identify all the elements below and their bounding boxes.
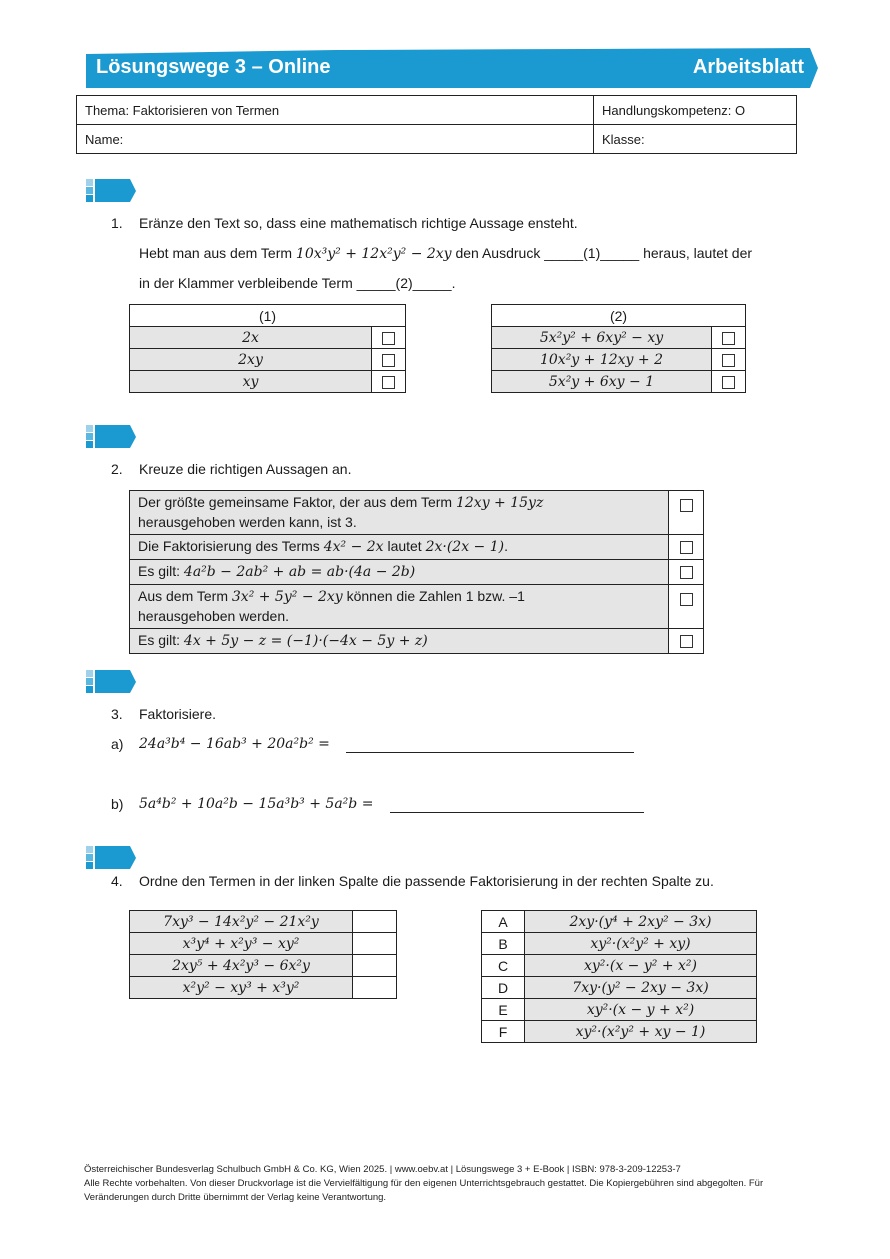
option-cell: 10x²y + 12xy + 2	[492, 349, 712, 371]
section-marker-icon	[86, 425, 138, 449]
answer-cell[interactable]	[353, 955, 397, 977]
letter-cell: F	[482, 1021, 525, 1043]
header-banner	[86, 48, 818, 88]
letter-cell: C	[482, 955, 525, 977]
factorization-cell: xy²·(x²y² + xy)	[525, 933, 757, 955]
competence-cell: Handlungskompetenz: O	[594, 96, 797, 125]
statement-text: Es gilt: 4a²b − 2ab² + ab = ab·(4a − 2b)	[130, 560, 669, 585]
answer-cell[interactable]	[353, 933, 397, 955]
task3-instruction: Faktorisiere.	[139, 706, 217, 722]
statement-text: Aus dem Term 3x² + 5y² − 2xy können die Zahlen 1 bzw. –1 herausgehoben werden.	[130, 585, 669, 629]
task3-a-term: 24a³b⁴ − 16ab³ + 20a²b² =	[139, 736, 330, 752]
checkbox[interactable]	[669, 629, 704, 654]
header-title: Lösungswege 3 – Online	[96, 56, 331, 78]
task1-table-1	[129, 304, 406, 393]
task3-b-answer-line[interactable]	[390, 798, 644, 813]
term-cell: x³y⁴ + x²y³ − xy²	[130, 933, 353, 955]
checkbox[interactable]	[669, 491, 704, 535]
task2-number: 2.	[111, 461, 123, 477]
letter-cell: D	[482, 977, 525, 999]
task4-factorizations-table	[481, 910, 757, 1043]
task4-terms-table	[129, 910, 397, 999]
task3-b-term: 5a⁴b² + 10a²b − 15a³b³ + 5a²b =	[139, 796, 374, 812]
factorization-cell: xy²·(x − y + x²)	[525, 999, 757, 1021]
task1-text-line3: in der Klammer verbleibende Term _____(2)_____.	[139, 275, 456, 291]
section-marker-icon	[86, 670, 138, 694]
class-field[interactable]: Klasse:	[594, 125, 797, 154]
answer-cell[interactable]	[353, 911, 397, 933]
option-cell: 5x²y + 6xy − 1	[492, 371, 712, 393]
task3-a-answer-line[interactable]	[346, 738, 634, 753]
statement-row	[130, 535, 704, 560]
statement-row	[130, 629, 704, 654]
term-cell: x²y² − xy³ + x³y²	[130, 977, 353, 999]
task2-statements-table	[129, 490, 704, 654]
option-cell: xy	[130, 371, 372, 393]
checkbox[interactable]	[669, 585, 704, 629]
footer-line1: Österreichischer Bundesverlag Schulbuch GmbH & Co. KG, Wien 2025. | www.oebv.at | Lösungswege 3 + E-Book | ISBN: 978-3-209-12253-7	[84, 1164, 681, 1175]
task1-table-2	[491, 304, 746, 393]
checkbox[interactable]	[372, 371, 406, 393]
task1-instruction: Eränze den Text so, dass eine mathematisch richtige Aussage ensteht.	[139, 215, 578, 231]
name-field[interactable]: Name:	[77, 125, 594, 154]
statement-text: Es gilt: 4x + 5y − z = (−1)·(−4x − 5y + z)	[130, 629, 669, 654]
checkbox[interactable]	[372, 349, 406, 371]
task1-text-b: den Ausdruck _____(1)_____ heraus, lautet der	[455, 245, 753, 261]
letter-cell: A	[482, 911, 525, 933]
checkbox[interactable]	[712, 349, 746, 371]
section-marker-icon	[86, 846, 138, 870]
task3-b-label: b)	[111, 796, 124, 812]
factorization-cell: 7xy·(y² − 2xy − 3x)	[525, 977, 757, 999]
option-cell: 5x²y² + 6xy² − xy	[492, 327, 712, 349]
topic-cell: Thema: Faktorisieren von Termen	[77, 96, 594, 125]
footer-line2: Alle Rechte vorbehalten. Von dieser Druckvorlage ist die Vervielfältigung für den eigenen Unterrichtsgebrauch gestattet. Die Kopiergebühren sind abgegolten. Für	[84, 1178, 764, 1189]
statement-row	[130, 491, 704, 535]
statement-text: Der größte gemeinsame Faktor, der aus dem Term 12xy + 15yz herausgehoben werden kann, ist 3.	[130, 491, 669, 535]
task4-number: 4.	[111, 873, 123, 889]
task3-number: 3.	[111, 706, 123, 722]
checkbox[interactable]	[372, 327, 406, 349]
checkbox[interactable]	[669, 560, 704, 585]
term-cell: 7xy³ − 14x²y² − 21x²y	[130, 911, 353, 933]
footer	[84, 1163, 804, 1205]
task4-instruction: Ordne den Termen in der linken Spalte die passende Faktorisierung in der rechten Spalte zu.	[139, 873, 714, 889]
footer-line3: Veränderungen durch Dritte übernimmt der Verlag keine Verantwortung.	[84, 1192, 387, 1203]
term-cell: 2xy⁵ + 4x²y³ − 6x²y	[130, 955, 353, 977]
option-cell: 2xy	[130, 349, 372, 371]
factorization-cell: xy²·(x − y² + x²)	[525, 955, 757, 977]
table2-header: (2)	[492, 305, 746, 327]
checkbox[interactable]	[669, 535, 704, 560]
option-cell: 2x	[130, 327, 372, 349]
checkbox[interactable]	[712, 371, 746, 393]
header-doc-type: Arbeitsblatt	[692, 56, 804, 78]
letter-cell: E	[482, 999, 525, 1021]
task2-instruction: Kreuze die richtigen Aussagen an.	[139, 461, 352, 477]
checkbox[interactable]	[712, 327, 746, 349]
info-table	[76, 95, 797, 154]
section-marker-icon	[86, 179, 138, 203]
task1-term: 10x³y² + 12x²y² − 2xy	[295, 246, 452, 262]
statement-text: Die Faktorisierung des Terms 4x² − 2x lautet 2x·(2x − 1).	[130, 535, 669, 560]
answer-cell[interactable]	[353, 977, 397, 999]
table1-header: (1)	[130, 305, 406, 327]
task1-text-a: Hebt man aus dem Term	[139, 245, 293, 261]
factorization-cell: xy²·(x²y² + xy − 1)	[525, 1021, 757, 1043]
statement-row	[130, 585, 704, 629]
letter-cell: B	[482, 933, 525, 955]
task3-a-label: a)	[111, 736, 124, 752]
factorization-cell: 2xy·(y⁴ + 2xy² − 3x)	[525, 911, 757, 933]
statement-row	[130, 560, 704, 585]
task1-text-line2	[139, 245, 752, 262]
task1-number: 1.	[111, 215, 123, 231]
